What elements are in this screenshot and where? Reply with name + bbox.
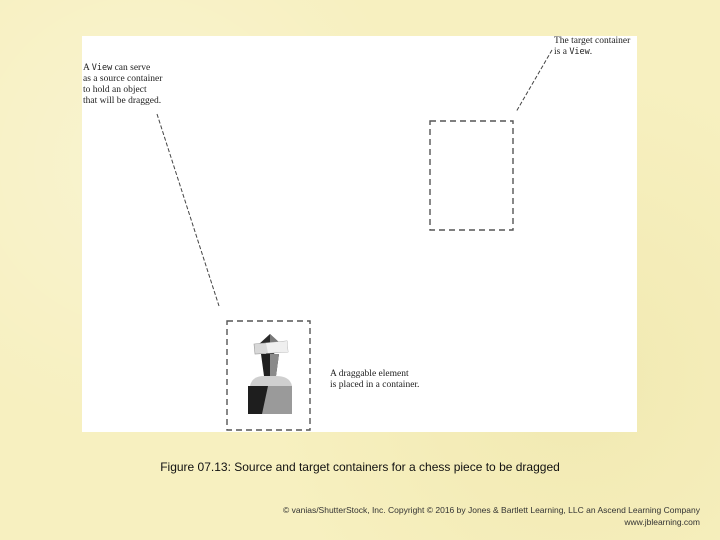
diagram-figure (82, 36, 637, 432)
source-leader-line (157, 114, 219, 306)
publisher-url[interactable]: www.jblearning.com (624, 517, 700, 527)
source-note-line1: A View can serve (83, 63, 151, 73)
target-container-note (554, 36, 630, 58)
target-leader-line (516, 50, 552, 112)
source-note-line3: to hold an object (83, 85, 147, 95)
target-container (430, 121, 513, 230)
draggable-note-line2: is placed in a container. (330, 380, 420, 390)
copyright-line: © vanias/ShutterStock, Inc. Copyright © 2016 by Jones & Bartlett Learning, LLC an Ascend Learning Company (283, 505, 700, 515)
draggable-note-line1: A draggable element (330, 369, 409, 379)
draggable-element-note (330, 369, 419, 391)
target-note-line2: is a View. (554, 47, 593, 57)
figure-caption: Figure 07.13: Source and target containers for a chess piece to be dragged (160, 460, 560, 474)
view-code: View (569, 47, 590, 57)
source-note-line4: that will be dragged. (83, 96, 162, 106)
pawn-icon[interactable] (248, 334, 292, 414)
target-note-line1: The target container (554, 36, 631, 46)
source-container-note (83, 63, 162, 107)
source-note-line2: as a source container (83, 74, 163, 84)
copyright-notice (283, 504, 700, 528)
view-code: View (91, 63, 113, 73)
